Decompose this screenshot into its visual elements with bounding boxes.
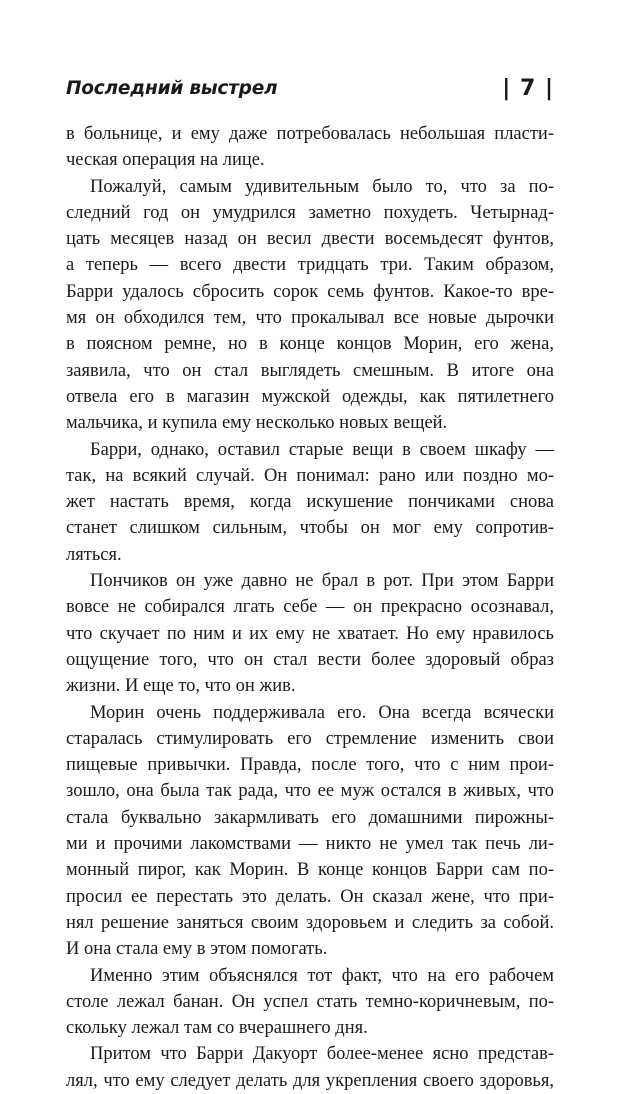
page-number: | 7 | [502,76,554,101]
text-line: пищевые привычки. Правда, после того, что с ним прои- [66,755,554,776]
text-line: Барри удалось сбросить сорок семь фунтов. Какое-то вре- [66,281,554,302]
body-text [66,121,554,1094]
text-line: стала буквально закармливать его домашними пирожны- [66,807,554,828]
text-line: мя он обходился тем, что прокалывал все новые дырочки [66,308,554,329]
text-line: ощущение того, что он стал вести более здоровый образ [66,649,554,670]
text-line: Пончиков он уже давно не брал в рот. При этом Барри [90,571,554,592]
text-line: в поясном ремне, но в конце концов Морин, его жена, [66,334,554,355]
text-line: старалась стимулировать его стремление изменить свои [66,728,554,749]
text-line: нял решение заняться своим здоровьем и следить за собой. [66,912,554,933]
text-line: цать месяцев назад он весил двести восемьдесят фунтов, [66,229,554,250]
text-line: Морин очень поддерживала его. Она всегда всячески [90,702,554,723]
text-line: ми и прочими лакомствами — никто не умел так печь ли- [66,834,554,855]
running-head [66,76,554,106]
text-line: так, на всякий случай. Он понимал: рано или поздно мо- [66,465,554,486]
text-line: Именно этим объяснялся тот факт, что на его рабочем [90,965,554,986]
text-line: Барри, однако, оставил старые вещи в своем шкафу — [90,439,554,460]
text-line: а теперь — всего двести тридцать три. Таким образом, [66,255,554,276]
text-line: Пожалуй, самым удивительным было то, что за по- [90,176,554,197]
text-line: жизни. И еще то, что он жив. [66,676,296,697]
text-line: скольку лежал там со вчерашнего дня. [66,1018,368,1039]
running-title: Последний выстрел [66,78,278,99]
text-line: Притом что Барри Дакуорт более-менее ясно представ- [90,1044,554,1065]
text-line: зошло, она была так рада, что ее муж остался в живых, что [66,781,554,802]
text-line: столе лежал банан. Он успел стать темно-коричневым, по- [66,991,554,1012]
text-line: в больнице, и ему даже потребовалась небольшая пласти- [66,124,554,144]
text-line: лял, что ему следует делать для укрепления своего здоровья, [66,1070,554,1091]
text-line: жет настать время, когда искушение пончиками снова [66,492,554,513]
text-line: ческая операция на лице. [66,150,265,171]
text-line: что скучает по ним и их ему не хватает. Но ему нравилось [66,623,554,644]
text-line: монный пирог, как Морин. В конце концов Барри сам по- [66,860,554,881]
text-line: заявила, что он стал выглядеть смешным. В итоге она [66,360,554,381]
text-line: мальчика, и купила ему несколько новых вещей. [66,413,448,434]
text-line: станет слишком сильным, чтобы он мог ему сопротив- [66,518,554,539]
text-line: И она стала ему в этом помогать. [66,939,328,960]
text-line: отвела его в магазин мужской одежды, как пятилетнего [66,386,554,407]
text-line: просил ее перестать это делать. Он сказал жене, что при- [66,886,554,907]
text-line: ляться. [66,544,122,565]
text-line: следний год он умудрился заметно похудеть. Четырнад- [66,202,554,223]
text-line: вовсе не собирался лгать себе — он прекрасно осознавал, [66,597,554,618]
